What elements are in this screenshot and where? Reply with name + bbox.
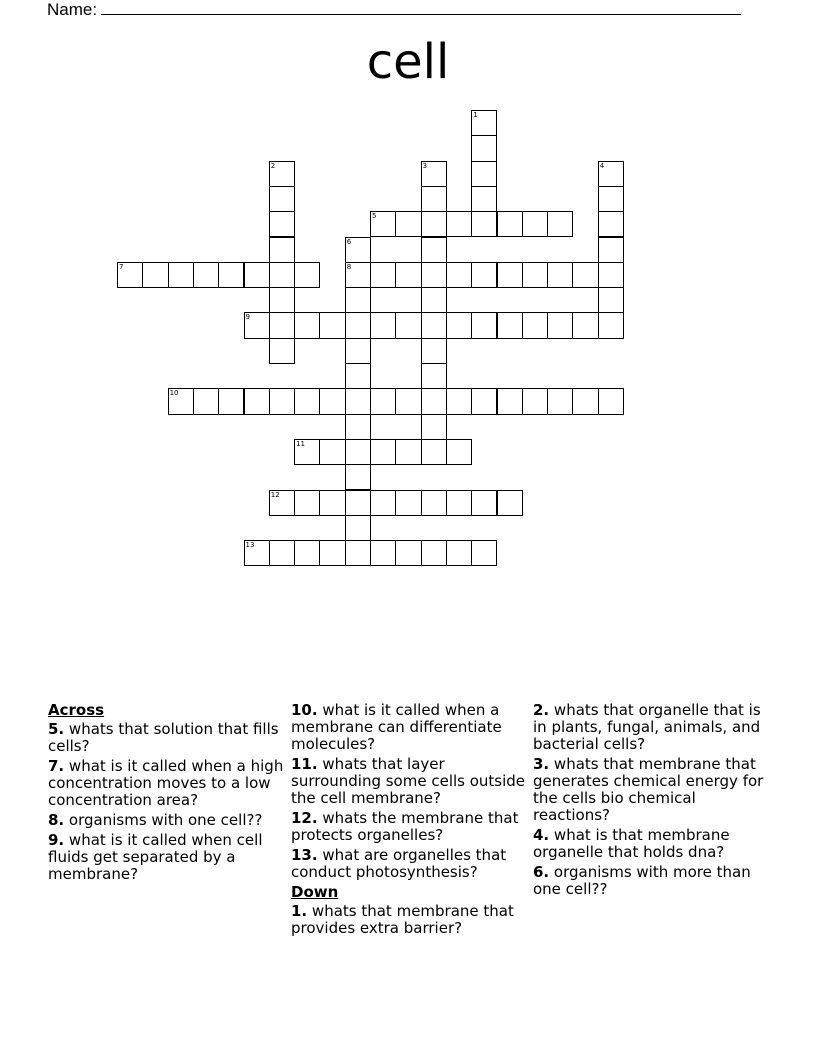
grid-cell[interactable]	[547, 211, 573, 237]
grid-cell[interactable]	[269, 287, 295, 313]
grid-cell[interactable]	[497, 262, 523, 288]
grid-cell[interactable]	[446, 540, 472, 566]
clues-column-1	[48, 702, 284, 886]
clue-text: what is it called when a high concentration moves to a low concentration area?	[48, 757, 284, 809]
clue-num: 13.	[291, 846, 318, 864]
grid-cell[interactable]	[168, 388, 194, 414]
grid-cell[interactable]	[598, 161, 624, 187]
clue-item	[533, 864, 773, 898]
clue-number: 5	[372, 212, 377, 221]
grid-cell[interactable]	[269, 186, 295, 212]
grid-cell[interactable]	[598, 312, 624, 338]
grid-cell[interactable]	[294, 490, 320, 516]
grid-cell[interactable]	[471, 186, 497, 212]
grid-cell[interactable]	[598, 262, 624, 288]
grid-cell[interactable]	[497, 312, 523, 338]
clue-number: 3	[422, 161, 428, 170]
grid-cell[interactable]	[395, 540, 421, 566]
clue-item	[533, 756, 773, 824]
grid-cell[interactable]	[370, 388, 396, 414]
grid-cell[interactable]	[269, 161, 295, 187]
grid-cell[interactable]	[598, 287, 624, 313]
clue-num: 12.	[291, 809, 318, 827]
clue-number: 8	[346, 262, 352, 271]
grid-cell[interactable]	[446, 490, 472, 516]
grid-cell[interactable]	[218, 388, 244, 414]
grid-cell[interactable]	[446, 211, 472, 237]
grid-cell[interactable]	[370, 490, 396, 516]
clue-num: 11.	[291, 755, 318, 773]
clue-text: what is it called when a membrane can differentiate molecules?	[291, 701, 502, 753]
grid-cell[interactable]	[421, 262, 447, 288]
clue-item	[291, 756, 527, 807]
grid-cell[interactable]	[497, 490, 523, 516]
grid-cell[interactable]	[471, 211, 497, 237]
grid-cell[interactable]	[547, 312, 573, 338]
grid-cell[interactable]	[421, 211, 447, 237]
grid-cell[interactable]	[446, 388, 472, 414]
clues-column-2	[291, 702, 527, 940]
clue-text: whats that organelle that is in plants, fungal, animals, and bacterial cells?	[533, 701, 761, 753]
grid-cell[interactable]	[471, 490, 497, 516]
clue-item	[291, 847, 527, 881]
name-label: Name:	[47, 0, 98, 19]
grid-cell[interactable]	[193, 262, 219, 288]
grid-cell[interactable]	[421, 338, 447, 364]
grid-cell[interactable]	[395, 388, 421, 414]
grid-cell[interactable]	[370, 211, 396, 237]
grid-cell[interactable]	[421, 540, 447, 566]
grid-cell[interactable]	[395, 262, 421, 288]
grid-cell[interactable]	[471, 388, 497, 414]
grid-cell[interactable]	[218, 262, 244, 288]
grid-cell[interactable]	[345, 262, 371, 288]
grid-cell[interactable]	[572, 312, 598, 338]
clue-text: whats the membrane that protects organelles?	[291, 809, 519, 844]
clue-number: 9	[245, 313, 250, 322]
grid-cell[interactable]	[294, 312, 320, 338]
grid-cell[interactable]	[446, 262, 472, 288]
grid-cell[interactable]	[598, 186, 624, 212]
clue-num: 3.	[533, 755, 550, 773]
grid-cell[interactable]	[269, 262, 295, 288]
grid-cell[interactable]	[319, 388, 345, 414]
clue-num: 6.	[533, 863, 550, 881]
grid-cell[interactable]	[345, 237, 371, 263]
grid-cell[interactable]	[421, 237, 447, 263]
clue-number: 7	[119, 262, 124, 271]
clue-number: 4	[599, 161, 605, 170]
grid-cell[interactable]	[319, 439, 345, 465]
grid-cell[interactable]	[421, 161, 447, 187]
clue-text: what is that membrane organelle that holds dna?	[533, 826, 730, 861]
clue-text: whats that solution that fills cells?	[48, 720, 279, 755]
across-heading: Across	[48, 701, 105, 719]
grid-cell[interactable]	[244, 312, 270, 338]
clue-num: 4.	[533, 826, 550, 844]
clue-num: 7.	[48, 757, 65, 775]
clue-text: organisms with one cell??	[68, 811, 263, 829]
grid-cell[interactable]	[294, 439, 320, 465]
grid-cell[interactable]	[395, 490, 421, 516]
grid-cell[interactable]	[547, 388, 573, 414]
grid-cell[interactable]	[244, 540, 270, 566]
clue-text: whats that layer surrounding some cells outside the cell membrane?	[291, 755, 526, 807]
grid-cell[interactable]	[168, 262, 194, 288]
grid-cell[interactable]	[269, 312, 295, 338]
clue-num: 2.	[533, 701, 550, 719]
grid-cell[interactable]	[193, 388, 219, 414]
grid-cell[interactable]	[471, 110, 497, 136]
clue-number: 10	[169, 389, 179, 398]
clue-item	[291, 903, 527, 937]
grid-cell[interactable]	[345, 312, 371, 338]
clue-item	[291, 810, 527, 844]
grid-cell[interactable]	[345, 490, 371, 516]
grid-cell[interactable]	[395, 439, 421, 465]
grid-cell[interactable]	[370, 262, 396, 288]
clue-number: 1	[473, 111, 478, 119]
grid-cell[interactable]	[244, 262, 270, 288]
grid-cell[interactable]	[294, 540, 320, 566]
grid-cell[interactable]	[522, 211, 548, 237]
clue-num: 9.	[48, 831, 65, 849]
grid-cell[interactable]	[572, 388, 598, 414]
grid-cell[interactable]	[294, 388, 320, 414]
grid-cell[interactable]	[345, 515, 371, 541]
clue-item	[48, 832, 284, 883]
clues-column-3	[533, 702, 773, 901]
grid-cell[interactable]	[471, 540, 497, 566]
grid-cell[interactable]	[497, 211, 523, 237]
grid-cell[interactable]	[319, 490, 345, 516]
grid-cell[interactable]	[345, 414, 371, 440]
grid-cell[interactable]	[421, 414, 447, 440]
clue-text: what are organelles that conduct photosynthesis?	[291, 846, 507, 881]
grid-cell[interactable]	[345, 464, 371, 490]
grid-cell[interactable]	[319, 540, 345, 566]
grid-cell[interactable]	[522, 388, 548, 414]
down-heading: Down	[291, 883, 339, 901]
grid-cell[interactable]	[244, 388, 270, 414]
grid-cell[interactable]	[421, 388, 447, 414]
grid-cell[interactable]	[269, 540, 295, 566]
clue-item	[48, 721, 284, 755]
clue-text: what is it called when cell fluids get separated by a membrane?	[48, 831, 263, 883]
grid-cell[interactable]	[269, 388, 295, 414]
clue-item	[291, 702, 527, 753]
grid-cell[interactable]	[269, 338, 295, 364]
grid-cell[interactable]	[522, 312, 548, 338]
clue-num: 1.	[291, 902, 308, 920]
grid-cell[interactable]	[345, 338, 371, 364]
grid-cell[interactable]	[598, 211, 624, 237]
grid-cell[interactable]	[345, 363, 371, 389]
grid-cell[interactable]	[269, 237, 295, 263]
grid-cell[interactable]	[421, 186, 447, 212]
grid-cell[interactable]	[421, 439, 447, 465]
grid-cell[interactable]	[395, 211, 421, 237]
grid-cell[interactable]	[497, 388, 523, 414]
grid-cell[interactable]	[370, 540, 396, 566]
grid-cell[interactable]	[370, 439, 396, 465]
clue-number: 6	[346, 237, 352, 246]
grid-cell[interactable]	[269, 211, 295, 237]
grid-cell[interactable]	[370, 312, 396, 338]
grid-cell[interactable]	[471, 161, 497, 187]
grid-cell[interactable]	[421, 287, 447, 313]
clue-item	[48, 758, 284, 809]
clue-number: 12	[270, 490, 280, 499]
clue-text: whats that membrane that generates chemical energy for the cells bio chemical reactions?	[533, 755, 764, 824]
grid-cell[interactable]	[269, 490, 295, 516]
clue-number: 2	[270, 161, 276, 170]
grid-cell[interactable]	[395, 312, 421, 338]
clue-num: 8.	[48, 811, 65, 829]
grid-cell[interactable]	[572, 262, 598, 288]
grid-cell[interactable]	[345, 287, 371, 313]
grid-cell[interactable]	[319, 312, 345, 338]
grid-cell[interactable]	[471, 312, 497, 338]
grid-cell[interactable]	[345, 540, 371, 566]
grid-cell[interactable]	[294, 262, 320, 288]
grid-cell[interactable]	[471, 262, 497, 288]
clue-number: 13	[245, 541, 255, 550]
clue-num: 5.	[48, 720, 65, 738]
grid-cell[interactable]	[117, 262, 143, 288]
clue-item	[48, 812, 284, 829]
page-title: cell	[366, 34, 450, 90]
clue-num: 10.	[291, 701, 318, 719]
grid-cell[interactable]	[547, 262, 573, 288]
grid-cell[interactable]	[471, 135, 497, 161]
grid-cell[interactable]	[345, 388, 371, 414]
clue-text: organisms with more than one cell??	[533, 863, 751, 898]
clue-text: whats that membrane that provides extra barrier?	[291, 902, 514, 937]
grid-cell[interactable]	[345, 439, 371, 465]
grid-cell[interactable]	[142, 262, 168, 288]
grid-cell[interactable]	[421, 312, 447, 338]
grid-cell[interactable]	[421, 490, 447, 516]
clue-item	[533, 702, 773, 753]
grid-cell[interactable]	[598, 388, 624, 414]
clue-item	[533, 827, 773, 861]
clue-number: 11	[296, 439, 306, 448]
grid-cell[interactable]	[421, 363, 447, 389]
grid-cell[interactable]	[446, 439, 472, 465]
grid-cell[interactable]	[522, 262, 548, 288]
grid-cell[interactable]	[598, 237, 624, 263]
grid-cell[interactable]	[446, 312, 472, 338]
